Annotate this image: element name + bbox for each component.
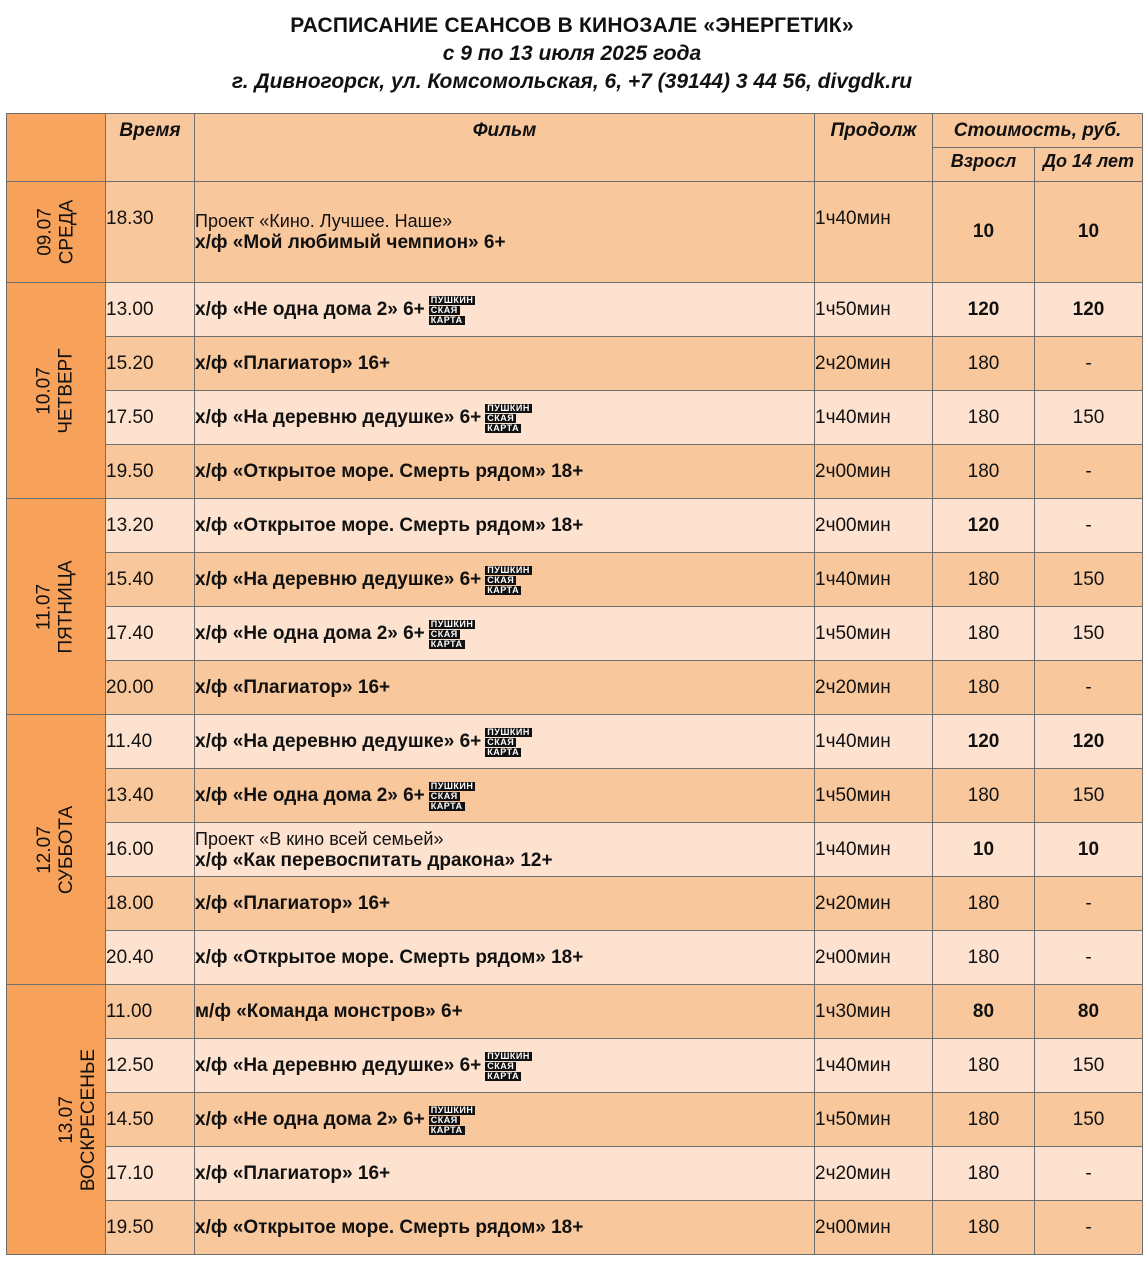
schedule-title: РАСПИСАНИЕ СЕАНСОВ В КИНОЗАЛЕ «ЭНЕРГЕТИК» (290, 14, 854, 37)
price-child: 120 (1035, 283, 1143, 337)
session-time: 13.20 (106, 499, 195, 553)
session-row (7, 715, 1143, 769)
session-duration: 1ч50мин (815, 607, 933, 661)
header-time: Время (106, 114, 195, 182)
session-film (195, 283, 815, 337)
day-date: 09.07 (33, 208, 55, 256)
session-film (195, 823, 815, 877)
pushkin-card-logo-text: СКАЯ (430, 1114, 458, 1125)
film-title: х/ф «Как перевоспитать дракона» 12+ (195, 849, 553, 871)
price-adult: 180 (933, 607, 1035, 661)
day-date: 11.07 (34, 583, 55, 630)
price-child: 150 (1035, 769, 1143, 823)
pushkin-card-logo-text: СКАЯ (487, 574, 515, 585)
schedule-dates: с 9 по 13 июля 2025 года (442, 42, 702, 65)
session-row (7, 931, 1143, 985)
session-time: 11.00 (106, 985, 195, 1039)
session-duration: 1ч40мин (815, 391, 933, 445)
day-weekday: ПЯТНИЦА (56, 559, 77, 654)
session-time: 16.00 (106, 823, 195, 877)
pushkin-card-logo-text: СКАЯ (430, 628, 458, 639)
session-time: 15.40 (106, 553, 195, 607)
day-cell (7, 283, 106, 499)
price-adult: 80 (933, 985, 1035, 1039)
session-time: 13.00 (106, 283, 195, 337)
session-time: 11.40 (106, 715, 195, 769)
pushkin-card-logo-text: ПУШКИН (487, 726, 530, 737)
pushkin-card-logo (429, 1106, 507, 1134)
session-duration: 2ч20мин (815, 1147, 933, 1201)
header-corner (7, 114, 106, 182)
price-child: - (1035, 1147, 1143, 1201)
session-duration: 1ч40мин (815, 553, 933, 607)
price-child: 150 (1035, 1039, 1143, 1093)
film-title: х/ф «Плагиатор» 16+ (195, 892, 391, 914)
session-time: 19.50 (106, 445, 195, 499)
day-date: 12.07 (34, 825, 55, 874)
day-label (56, 1048, 100, 1190)
price-child: 150 (1035, 553, 1143, 607)
session-film (195, 1147, 815, 1201)
header-adult: Взросл (933, 148, 1035, 182)
price-adult: 180 (933, 445, 1035, 499)
price-adult: 180 (933, 661, 1035, 715)
session-film (195, 877, 815, 931)
price-child: - (1035, 499, 1143, 553)
day-weekday: ВОСКРЕСЕНЬЕ (78, 1048, 100, 1191)
price-adult: 180 (933, 337, 1035, 391)
day-label (34, 200, 78, 265)
venue-address: г. Дивногорск, ул. Комсомольская, 6, +7 (39144) 3 44 56, divgdk.ru (231, 70, 913, 93)
session-row (7, 985, 1143, 1039)
session-time: 18.00 (106, 877, 195, 931)
price-child: - (1035, 661, 1143, 715)
pushkin-card-logo-text: СКАЯ (487, 1060, 515, 1071)
session-film (195, 661, 815, 715)
pushkin-card-logo (485, 404, 563, 432)
pushkin-card-logo (429, 782, 507, 810)
session-film (195, 1093, 815, 1147)
price-adult: 180 (933, 1039, 1035, 1093)
price-child: 80 (1035, 985, 1143, 1039)
film-title: х/ф «Не одна дома 2» 6+ (195, 784, 425, 806)
session-duration: 1ч50мин (815, 769, 933, 823)
film-title: х/ф «Открытое море. Смерть рядом» 18+ (195, 946, 584, 968)
day-weekday: СУББОТА (56, 805, 77, 894)
session-film (195, 769, 815, 823)
pushkin-card-logo-text: ПУШКИН (487, 1050, 530, 1061)
session-row (7, 877, 1143, 931)
session-row (7, 661, 1143, 715)
session-duration: 2ч20мин (815, 337, 933, 391)
session-duration: 1ч30мин (815, 985, 933, 1039)
price-adult: 180 (933, 931, 1035, 985)
session-time: 17.40 (106, 607, 195, 661)
session-film (195, 607, 815, 661)
price-adult: 10 (933, 182, 1035, 283)
price-adult: 180 (933, 553, 1035, 607)
session-film (195, 182, 815, 283)
session-film (195, 1201, 815, 1255)
session-time: 19.50 (106, 1201, 195, 1255)
session-time: 18.30 (106, 182, 195, 283)
price-adult: 180 (933, 1147, 1035, 1201)
film-title: х/ф «На деревню дедушке» 6+ (195, 730, 482, 752)
pushkin-card-logo-text: СКАЯ (430, 790, 458, 801)
price-child: 10 (1035, 182, 1143, 283)
film-title: х/ф «Не одна дома 2» 6+ (195, 298, 425, 320)
film-title: х/ф «Не одна дома 2» 6+ (195, 622, 425, 644)
price-adult: 180 (933, 769, 1035, 823)
price-adult: 180 (933, 1201, 1035, 1255)
session-duration: 1ч40мин (815, 823, 933, 877)
pushkin-card-logo-text: СКАЯ (430, 304, 458, 315)
price-child: 150 (1035, 391, 1143, 445)
session-duration: 2ч00мин (815, 445, 933, 499)
session-duration: 2ч00мин (815, 931, 933, 985)
session-duration: 2ч00мин (815, 1201, 933, 1255)
session-row (7, 1039, 1143, 1093)
pushkin-card-logo-text: ПУШКИН (487, 564, 530, 575)
session-film (195, 499, 815, 553)
price-adult: 10 (933, 823, 1035, 877)
project-name: Проект «Кино. Лучшее. Наше» (195, 211, 453, 231)
day-cell (7, 182, 106, 283)
price-child: - (1035, 337, 1143, 391)
price-adult: 120 (933, 715, 1035, 769)
session-row (7, 391, 1143, 445)
session-duration: 2ч20мин (815, 877, 933, 931)
price-adult: 120 (933, 499, 1035, 553)
film-title: х/ф «Не одна дома 2» 6+ (195, 1108, 425, 1130)
session-row (7, 553, 1143, 607)
price-child: 10 (1035, 823, 1143, 877)
film-title: х/ф «На деревню дедушке» 6+ (195, 568, 482, 590)
pushkin-card-logo-text: ПУШКИН (430, 1104, 474, 1115)
pushkin-card-logo (429, 296, 507, 324)
header-child: До 14 лет (1035, 148, 1143, 182)
film-title: х/ф «На деревню дедушке» 6+ (195, 1054, 482, 1076)
session-row (7, 607, 1143, 661)
pushkin-card-logo (429, 620, 507, 648)
session-film (195, 553, 815, 607)
pushkin-card-logo-text: ПУШКИН (430, 294, 474, 305)
price-child: 150 (1035, 607, 1143, 661)
day-cell (7, 715, 106, 985)
session-film (195, 445, 815, 499)
price-adult: 180 (933, 1093, 1035, 1147)
pushkin-card-logo-text: КАРТА (430, 314, 463, 325)
pushkin-card-logo-text: КАРТА (487, 584, 520, 595)
day-date: 13.07 (56, 1095, 78, 1144)
film-title: х/ф «Плагиатор» 16+ (195, 352, 391, 374)
session-row (7, 1093, 1143, 1147)
session-duration: 1ч50мин (815, 1093, 933, 1147)
price-child: 120 (1035, 715, 1143, 769)
pushkin-card-logo (485, 1052, 563, 1080)
session-duration: 1ч50мин (815, 283, 933, 337)
day-date: 10.07 (34, 366, 55, 415)
session-film (195, 1039, 815, 1093)
price-child: - (1035, 1201, 1143, 1255)
pushkin-card-logo (485, 566, 563, 594)
day-cell (7, 499, 106, 715)
film-title: м/ф «Команда монстров» 6+ (195, 1000, 463, 1022)
film-title: х/ф «Открытое море. Смерть рядом» 18+ (195, 460, 584, 482)
session-time: 20.40 (106, 931, 195, 985)
price-adult: 180 (933, 391, 1035, 445)
schedule-table (6, 113, 1143, 1255)
session-film (195, 715, 815, 769)
session-film (195, 985, 815, 1039)
header-cost: Стоимость, руб. (933, 114, 1143, 148)
session-time: 15.20 (106, 337, 195, 391)
film-title: х/ф «На деревню дедушке» 6+ (195, 406, 482, 428)
film-title: х/ф «Мой любимый чемпион» 6+ (195, 232, 506, 253)
pushkin-card-logo-text: ПУШКИН (430, 780, 474, 791)
session-row (7, 283, 1143, 337)
project-name: Проект «В кино всей семьей» (195, 828, 444, 849)
pushkin-card-logo-text: КАРТА (430, 800, 463, 811)
pushkin-card-logo-text: ПУШКИН (430, 618, 474, 629)
session-row (7, 499, 1143, 553)
film-title: х/ф «Плагиатор» 16+ (195, 1162, 391, 1184)
film-title: х/ф «Открытое море. Смерть рядом» 18+ (195, 514, 584, 536)
session-film (195, 931, 815, 985)
day-cell (7, 985, 106, 1255)
session-time: 12.50 (106, 1039, 195, 1093)
price-child: - (1035, 877, 1143, 931)
day-weekday: СРЕДА (55, 199, 77, 265)
session-duration: 1ч40мин (815, 715, 933, 769)
session-duration: 1ч40мин (815, 1039, 933, 1093)
session-row (7, 445, 1143, 499)
session-time: 17.50 (106, 391, 195, 445)
day-weekday: ЧЕТВЕРГ (56, 347, 77, 434)
pushkin-card-logo-text: СКАЯ (487, 736, 515, 747)
price-child: - (1035, 445, 1143, 499)
header-duration: Продолж (815, 114, 933, 182)
day-label (34, 348, 78, 433)
pushkin-card-logo (485, 728, 563, 756)
session-film (195, 337, 815, 391)
pushkin-card-logo-text: КАРТА (487, 422, 520, 433)
price-adult: 120 (933, 283, 1035, 337)
pushkin-card-logo-text: КАРТА (430, 1124, 463, 1135)
day-label (34, 560, 78, 653)
pushkin-card-logo-text: КАРТА (430, 638, 463, 649)
film-title: х/ф «Плагиатор» 16+ (195, 676, 391, 698)
header-film: Фильм (195, 114, 815, 182)
session-time: 13.40 (106, 769, 195, 823)
price-adult: 180 (933, 877, 1035, 931)
pushkin-card-logo-text: КАРТА (487, 746, 520, 757)
price-child: - (1035, 931, 1143, 985)
pushkin-card-logo-text: ПУШКИН (487, 402, 530, 413)
session-duration: 1ч40мин (815, 182, 933, 283)
session-duration: 2ч00мин (815, 499, 933, 553)
price-child: 150 (1035, 1093, 1143, 1147)
session-row (7, 182, 1143, 283)
session-time: 20.00 (106, 661, 195, 715)
session-row (7, 337, 1143, 391)
session-time: 14.50 (106, 1093, 195, 1147)
session-row (7, 823, 1143, 877)
schedule-header (0, 12, 1144, 96)
session-time: 17.10 (106, 1147, 195, 1201)
session-row (7, 769, 1143, 823)
film-title: х/ф «Открытое море. Смерть рядом» 18+ (195, 1216, 584, 1238)
session-film (195, 391, 815, 445)
session-duration: 2ч20мин (815, 661, 933, 715)
day-label (34, 805, 78, 893)
session-row (7, 1147, 1143, 1201)
pushkin-card-logo-text: СКАЯ (487, 412, 515, 423)
session-row (7, 1201, 1143, 1255)
pushkin-card-logo-text: КАРТА (487, 1070, 520, 1081)
